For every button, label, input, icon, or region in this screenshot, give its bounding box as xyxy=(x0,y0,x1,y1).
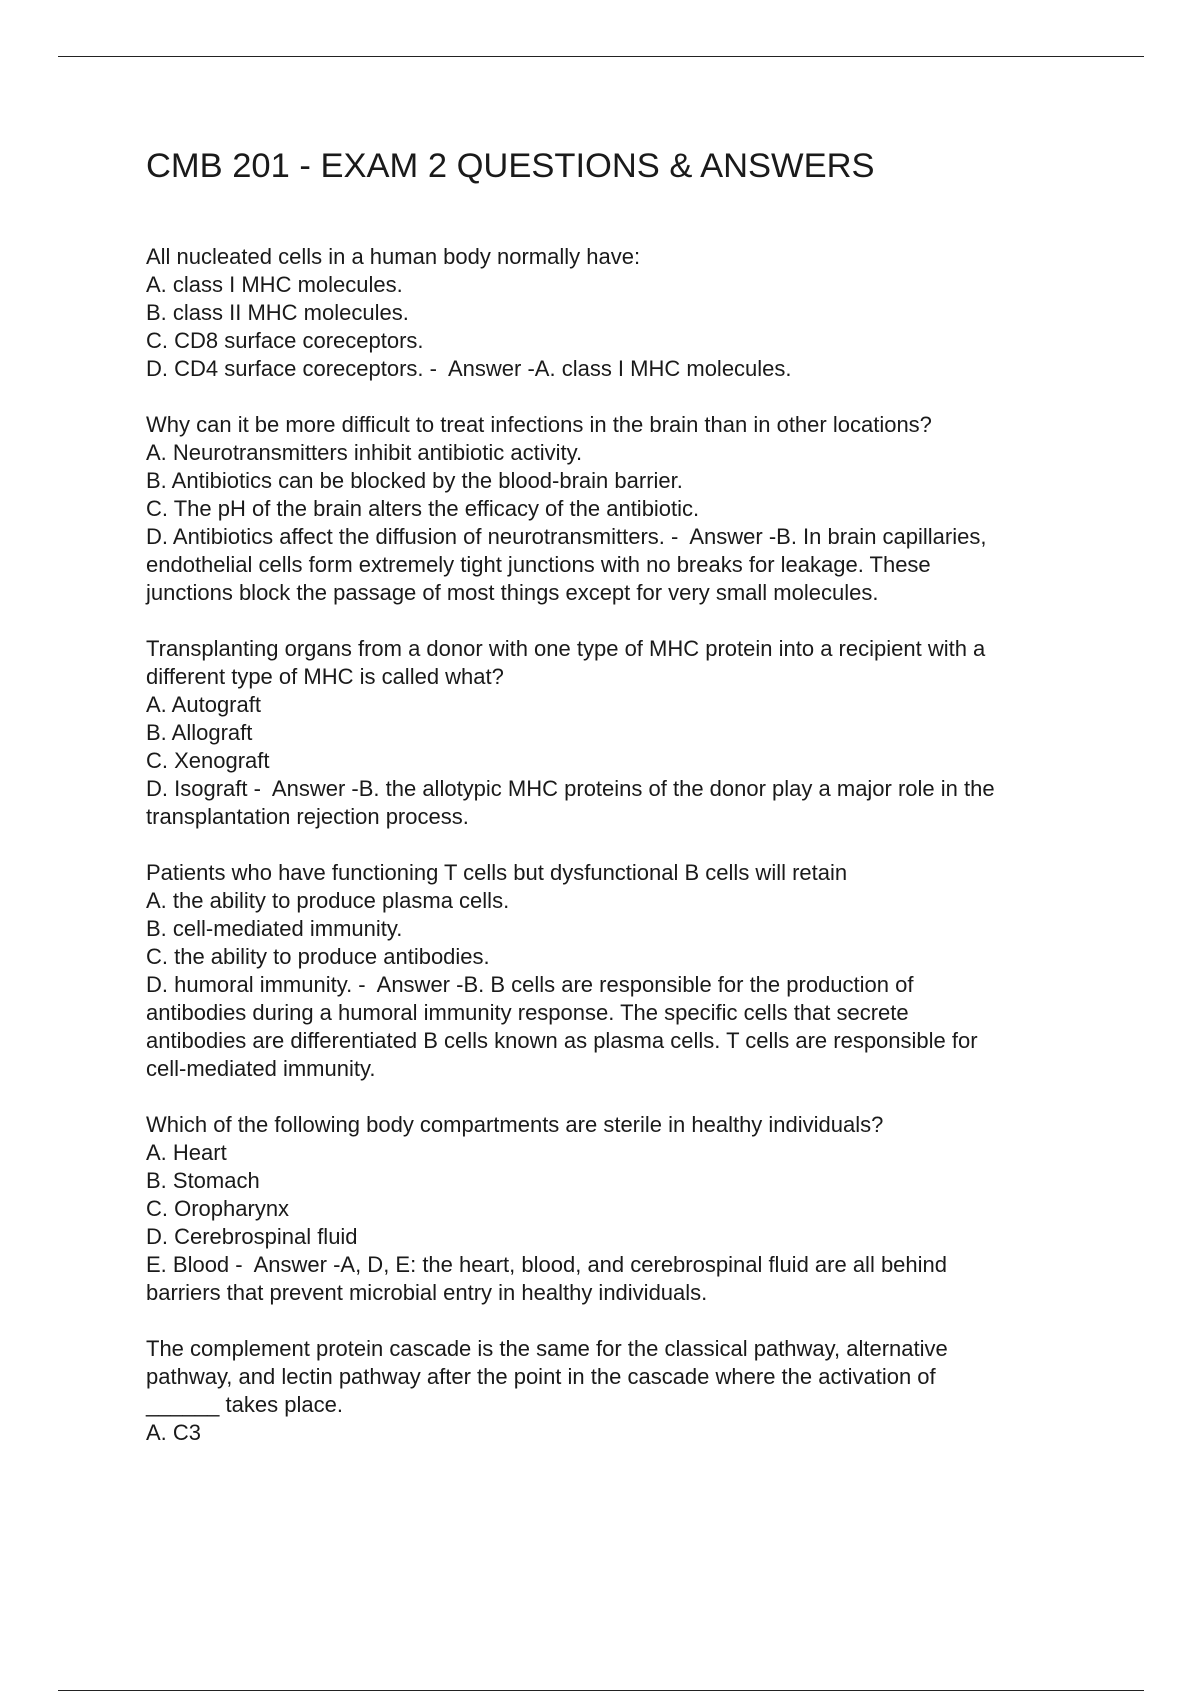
question-text: The complement protein cascade is the same for the classical pathway, alternative xyxy=(146,1336,948,1361)
top-rule xyxy=(58,56,1144,57)
page-title: CMB 201 - EXAM 2 QUESTIONS & ANSWERS xyxy=(146,147,875,185)
answer-option: A. C3 xyxy=(146,1420,202,1445)
answer-option: A. the ability to produce plasma cells. xyxy=(146,888,510,913)
question-text: ______ takes place. xyxy=(146,1392,343,1417)
answer-option: B. Allograft xyxy=(146,720,253,745)
bottom-rule xyxy=(58,1690,1144,1691)
answer-option: C. the ability to produce antibodies. xyxy=(146,944,490,969)
answer-option: D. CD4 surface coreceptors. - Answer -A. class I MHC molecules. xyxy=(146,356,792,381)
answer-explanation: junctions block the passage of most things except for very small molecules. xyxy=(146,580,879,605)
answer-option: A. Heart xyxy=(146,1140,227,1165)
answer-option: B. Stomach xyxy=(146,1168,260,1193)
question-6 xyxy=(146,1335,1106,1447)
question-text: different type of MHC is called what? xyxy=(146,664,504,689)
answer-explanation: transplantation rejection process. xyxy=(146,804,469,829)
question-3 xyxy=(146,635,1106,831)
answer-option: A. Neurotransmitters inhibit antibiotic activity. xyxy=(146,440,583,465)
answer-option: C. Xenograft xyxy=(146,748,270,773)
question-text: Transplanting organs from a donor with one type of MHC protein into a recipient with a xyxy=(146,636,986,661)
answer-option: D. humoral immunity. - Answer -B. B cells are responsible for the production of xyxy=(146,972,914,997)
question-text: Which of the following body compartments are sterile in healthy individuals? xyxy=(146,1112,884,1137)
question-4 xyxy=(146,859,1106,1083)
question-text: Why can it be more difficult to treat infections in the brain than in other locations? xyxy=(146,412,932,437)
answer-explanation: barriers that prevent microbial entry in healthy individuals. xyxy=(146,1280,708,1305)
answer-option: A. Autograft xyxy=(146,692,261,717)
answer-option: D. Antibiotics affect the diffusion of neurotransmitters. - Answer -B. In brain capillaries, xyxy=(146,524,987,549)
answer-option: D. Isograft - Answer -B. the allotypic MHC proteins of the donor play a major role in the xyxy=(146,776,995,801)
answer-option: C. Oropharynx xyxy=(146,1196,290,1221)
answer-option: B. cell-mediated immunity. xyxy=(146,916,403,941)
answer-option: E. Blood - Answer -A, D, E: the heart, blood, and cerebrospinal fluid are all behind xyxy=(146,1252,948,1277)
answer-explanation: antibodies during a humoral immunity response. The specific cells that secrete xyxy=(146,1000,909,1025)
answer-option: C. The pH of the brain alters the efficacy of the antibiotic. xyxy=(146,496,700,521)
answer-explanation: endothelial cells form extremely tight junctions with no breaks for leakage. These xyxy=(146,552,931,577)
answer-option: A. class I MHC molecules. xyxy=(146,272,403,297)
question-5 xyxy=(146,1111,1106,1307)
answer-explanation: antibodies are differentiated B cells known as plasma cells. T cells are responsible for xyxy=(146,1028,978,1053)
question-text: Patients who have functioning T cells but dysfunctional B cells will retain xyxy=(146,860,848,885)
question-list xyxy=(146,243,1106,1475)
answer-option: B. class II MHC molecules. xyxy=(146,300,409,325)
answer-option: C. CD8 surface coreceptors. xyxy=(146,328,424,353)
question-text: pathway, and lectin pathway after the point in the cascade where the activation of xyxy=(146,1364,936,1389)
answer-option: B. Antibiotics can be blocked by the blood-brain barrier. xyxy=(146,468,683,493)
question-2 xyxy=(146,411,1106,607)
answer-explanation: cell-mediated immunity. xyxy=(146,1056,376,1081)
question-text: All nucleated cells in a human body normally have: xyxy=(146,244,641,269)
answer-option: D. Cerebrospinal fluid xyxy=(146,1224,358,1249)
question-1 xyxy=(146,243,1106,383)
